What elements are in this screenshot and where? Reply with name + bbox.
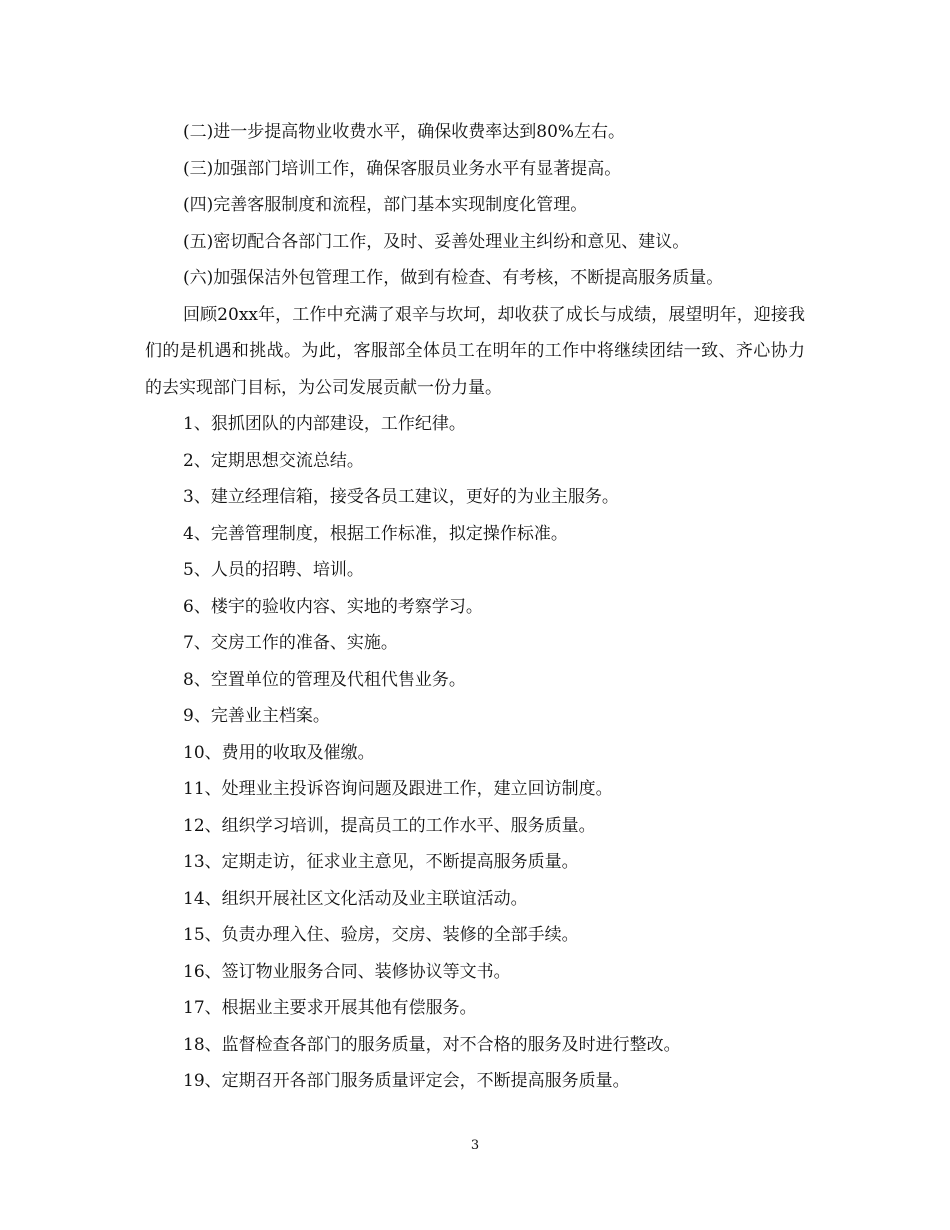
task-item-11: 11、处理业主投诉咨询问题及跟进工作，建立回访制度。 <box>183 779 613 799</box>
task-item-16: 16、签订物业服务合同、装修协议等文书。 <box>183 961 511 982</box>
goal-item-4: (四)完善客服制度和流程，部门基本实现制度化管理。 <box>183 195 588 215</box>
task-item-4: 4、完善管理制度，根据工作标准，拟定操作标准。 <box>183 523 568 544</box>
goal-item-3: (三)加强部门培训工作，确保客服员业务水平有显著提高。 <box>183 158 622 179</box>
task-item-5: 5、人员的招聘、培训。 <box>183 560 364 580</box>
task-item-14: 14、组织开展社区文化活动及业主联谊活动。 <box>183 888 528 909</box>
task-item-13: 13、定期走访，征求业主意见，不断提高服务质量。 <box>183 852 579 872</box>
task-item-10: 10、费用的收取及催缴。 <box>183 742 375 763</box>
task-item-19: 19、定期召开各部门服务质量评定会，不断提高服务质量。 <box>183 1071 630 1091</box>
goal-item-2: (二)进一步提高物业收费水平，确保收费率达到80%左右。 <box>183 122 626 142</box>
goal-item-6: (六)加强保洁外包管理工作，做到有检查、有考核，不断提高服务质量。 <box>183 268 724 288</box>
review-paragraph: 回顾20xx年，工作中充满了艰辛与坎坷，却收获了成长与成绩，展望明年，迎接我们的是机遇和挑战。为此，客服部全体员工在明年的工作中将继续团结一致、齐心协力的去实现部门目标，为公司发展贡献一份力量。 <box>145 304 805 398</box>
task-item-17: 17、根据业主要求开展其他有偿服务。 <box>183 998 477 1018</box>
task-item-18: 18、监督检查各部门的服务质量，对不合格的服务及时进行整改。 <box>183 1034 681 1055</box>
task-item-2: 2、定期思想交流总结。 <box>183 450 364 471</box>
goal-item-5: (五)密切配合各部门工作，及时、妥善处理业主纠纷和意见、建议。 <box>183 231 690 252</box>
task-item-12: 12、组织学习培训，提高员工的工作水平、服务质量。 <box>183 815 596 836</box>
page-number: 3 <box>470 1138 480 1153</box>
task-item-9: 9、完善业主档案。 <box>183 706 330 726</box>
task-item-15: 15、负责办理入住、验房，交房、装修的全部手续。 <box>183 925 579 945</box>
task-item-3: 3、建立经理信箱，接受各员工建议，更好的为业主服务。 <box>183 487 619 507</box>
task-item-1: 1、狠抓团队的内部建设，工作纪律。 <box>183 414 466 434</box>
page-content <box>145 114 805 1100</box>
task-item-8: 8、空置单位的管理及代租代售业务。 <box>183 669 466 690</box>
task-item-7: 7、交房工作的准备、实施。 <box>183 633 398 653</box>
task-item-6: 6、楼宇的验收内容、实地的考察学习。 <box>183 596 483 617</box>
